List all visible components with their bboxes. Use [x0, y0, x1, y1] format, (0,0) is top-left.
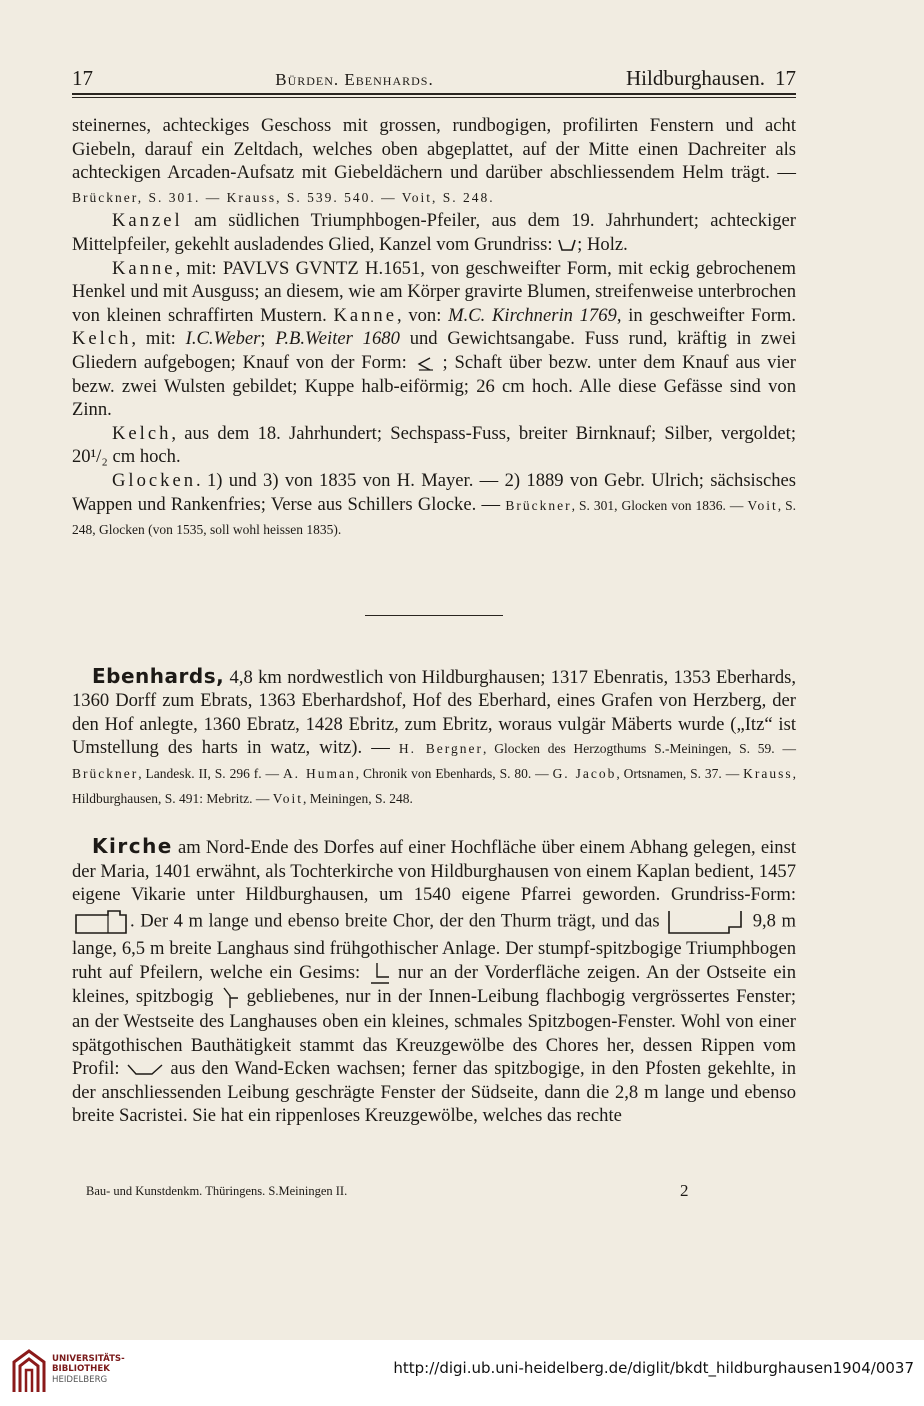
library-name-line: UNIVERSITÄTS-: [52, 1354, 125, 1364]
paragraph-text: 9,8 m lange, 6,5 m breite Langhaus sind frühgothischer Anlage. Der stumpf-spitzbogige Triumphbogen ruht auf Pfeilern, welche ein Gesims:: [72, 910, 796, 983]
paragraph-church: [72, 835, 796, 1128]
reference: , Meiningen, S. 248.: [303, 790, 413, 806]
pulpit-groundplan-glyph: [557, 238, 577, 254]
reference: , Ortsnamen, S. 37. —: [616, 766, 744, 782]
entry-heading: Kanzel: [112, 210, 183, 232]
paragraph-text: 4,8 km nordwestlich von Hildburghausen; 1317 Ebenratis, 1353 Eberhards, 1360 Dorff zum Ebrats, 1363 Eberhardshof, Hof des Eberhard, eines Grafen von Herzberg, der den Hof anlegte, 1360 Ebratz, 1428 Ebritz, zum Ebritz, woraus vulgär Mäberts wurde („Itz“ ist Umstellung des harts in watz, witz). —: [72, 666, 796, 759]
church-groundplan-glyph: [72, 907, 130, 937]
section-separator: [365, 615, 503, 616]
footer-source: Bau- und Kunstdenkm. Thüringens. S.Meiningen II.: [86, 1184, 348, 1198]
paragraph-text: aus den Wand-Ecken wachsen; ferner das spitzbogige, in den Pfosten gekehlte, in der anschliessenden Leibung geschrägte Fenster der Südseite, dann die 2,8 m lange und ebenso breite Sacristei. Sie hat ein rippenloses Kreuzgewölbe, welches das rechte: [72, 1058, 796, 1127]
paragraph-tower: [72, 114, 796, 209]
reference-author: Brückner: [505, 497, 572, 513]
paragraph-bells: [72, 469, 796, 542]
reference-author: Voit: [272, 790, 303, 806]
header-place: [616, 66, 796, 91]
paragraph-text: ; Schaft über bezw. unter dem Knauf aus vier bezw. zwei Wulsten gebildet; Kuppe halb-eiförmig; 26 cm hoch. Alle diese Gefässe sind von Zinn.: [72, 351, 796, 421]
entry-heading: Kelch: [72, 328, 132, 350]
library-name: [52, 1354, 125, 1385]
knob-profile-glyph: [414, 356, 436, 372]
reference: , Landesk. II, S. 296 f. —: [138, 766, 283, 782]
inscription: P.B.Weiter 1680: [275, 328, 400, 350]
signature-mark: 2: [680, 1181, 689, 1200]
page-body: [72, 114, 796, 1128]
paragraph-text: am südlichen Triumphbogen-Pfeiler, aus dem 19. Jahrhundert; achteckiger Mittelpfeiler, gekehlt ausladendes Glied, Kanzel vom Grundriss:: [72, 210, 796, 255]
running-header: [72, 66, 796, 91]
paragraph-text: . Der 4 m lange und ebenso breite Chor, der den Thurm trägt, und das: [130, 910, 666, 932]
entry-heading: Kirche: [92, 834, 173, 859]
header-rule-thin: [72, 97, 796, 98]
paragraph-jug: [72, 257, 796, 422]
paragraph-chalice: [72, 422, 796, 469]
paragraph-text: . 1) und 3) von 1835 von H. Mayer. — 2) 1889 von Gebr. Ulrich; sächsisches Wappen und Rankenfries; Verse aus Schillers Glocke. —: [72, 469, 796, 515]
reference-author: Krauss: [743, 766, 793, 782]
reference-author: Voit: [747, 497, 778, 513]
place-heading: Ebenhards,: [92, 663, 225, 688]
entry-heading: Kanne: [333, 304, 397, 326]
cornice-profile-glyph: [367, 961, 391, 985]
paragraph-text: nur an der Vorderfläche zeigen. An der Ostseite ein kleines, spitzbogig: [72, 961, 796, 1008]
paragraph-text: , mit: PAVLVS GVNTZ H.1651, von geschweifter Form, mit eckig gebrochenem Henkel und mit Ausguss; an diesem, wie am Körper gravirte Blumen, streifenweise unterbrochen von kleinen schraffirten Mustern.: [72, 257, 796, 326]
reference-author: H. Bergner: [398, 741, 484, 757]
paragraph-text: , aus dem 18. Jahrhundert; Sechspass-Fuss, breiter Birnknauf; Silber, vergoldet; 20¹/₂ cm hoch.: [72, 422, 796, 468]
nave-groundplan-glyph: [665, 907, 747, 937]
header-place-name: Hildburghausen.: [625, 66, 765, 90]
paragraph-pulpit: [72, 209, 796, 256]
reference: Brückner, S. 301. — Krauss, S. 539. 540. — Voit, S. 248.: [72, 189, 495, 205]
paragraph-text: , von:: [396, 304, 449, 326]
reference: , Glocken des Herzogthums S.-Meiningen, S. 59. —: [483, 741, 796, 757]
reference: , Chronik von Ebenhards, S. 80. —: [355, 766, 553, 782]
reference-author: A. Human: [282, 766, 356, 782]
entry-heading: Glocken: [112, 469, 196, 491]
paragraph-text: am Nord-Ende des Dorfes auf einer Hochfläche über einem Abhang gelegen, einst der Maria, 1401 erwähnt, als Tochterkirche von Hildburghausen von einem Kaplan bedient, 1457 eigene Vikarie unter Hildburghausen, um 1540 eigene Pfarrei geworden. Grundriss-Form:: [72, 837, 796, 906]
inscription: M.C. Kirchnerin 1769: [448, 304, 617, 326]
library-logo-icon: [10, 1348, 48, 1394]
reference: , S. 301, Glocken von 1836. —: [571, 497, 748, 513]
paragraph-ebenhards: [72, 665, 796, 811]
header-rule-thick: [72, 93, 796, 95]
inscription: I.C.Weber: [185, 328, 261, 350]
library-name-line: HEIDELBERG: [52, 1374, 108, 1385]
rib-profile-glyph: [126, 1062, 164, 1078]
paragraph-text: und Gewichtsangabe. Fuss rund, kräftig in zwei Gliedern aufgebogen; Knauf von der Form:: [72, 328, 797, 373]
pointed-window-glyph: [220, 986, 240, 1010]
page-number-right: 17: [775, 66, 796, 90]
paragraph-text: ; Holz.: [577, 233, 628, 255]
paragraph-text: ;: [260, 328, 276, 350]
paragraph-text: , mit:: [131, 328, 186, 350]
page-number-left: 17: [72, 66, 93, 90]
paragraph-text: gebliebenes, nur in der Innen-Leibung flachbogig vergrössertes Fenster; an der Westseite des Langhauses oben ein kleines, schmales Spitzbogen-Fenster. Wohl von einer spätgothischen Bauthätigkeit stammt das Kreuzgewölbe des Chores her, dessen Rippen vom Profil:: [72, 986, 796, 1080]
reference: , S. 248, Glocken (von 1535, soll wohl heissen 1835).: [72, 497, 796, 538]
header-section-title: Bürden. Ebenhards.: [275, 70, 434, 89]
library-name-line: BIBLIOTHEK: [52, 1364, 110, 1375]
paragraph-text: steinernes, achteckiges Geschoss mit grossen, rundbogigen, profilirten Fenstern und acht Giebeln, darauf ein Zeltdach, welches oben abgeplattet, auf der Mitte einen Dachreiter als achteckigen Arcaden-Aufsatz mit Giebeldächern und darüber abschliessendem Helm trägt. —: [72, 115, 796, 184]
entry-heading: Kelch: [112, 422, 172, 444]
reference-author: Brückner: [72, 766, 139, 782]
reference: , Hildburghausen, S. 491: Mebritz. —: [72, 766, 796, 806]
paragraph-text: , in geschweifter Form.: [616, 304, 796, 326]
entry-heading: Kanne: [112, 257, 176, 279]
source-url[interactable]: http://digi.ub.uni-heidelberg.de/diglit/bkdt_hildburghausen1904/0037: [393, 1359, 914, 1377]
reference-author: G. Jacob: [552, 766, 617, 782]
